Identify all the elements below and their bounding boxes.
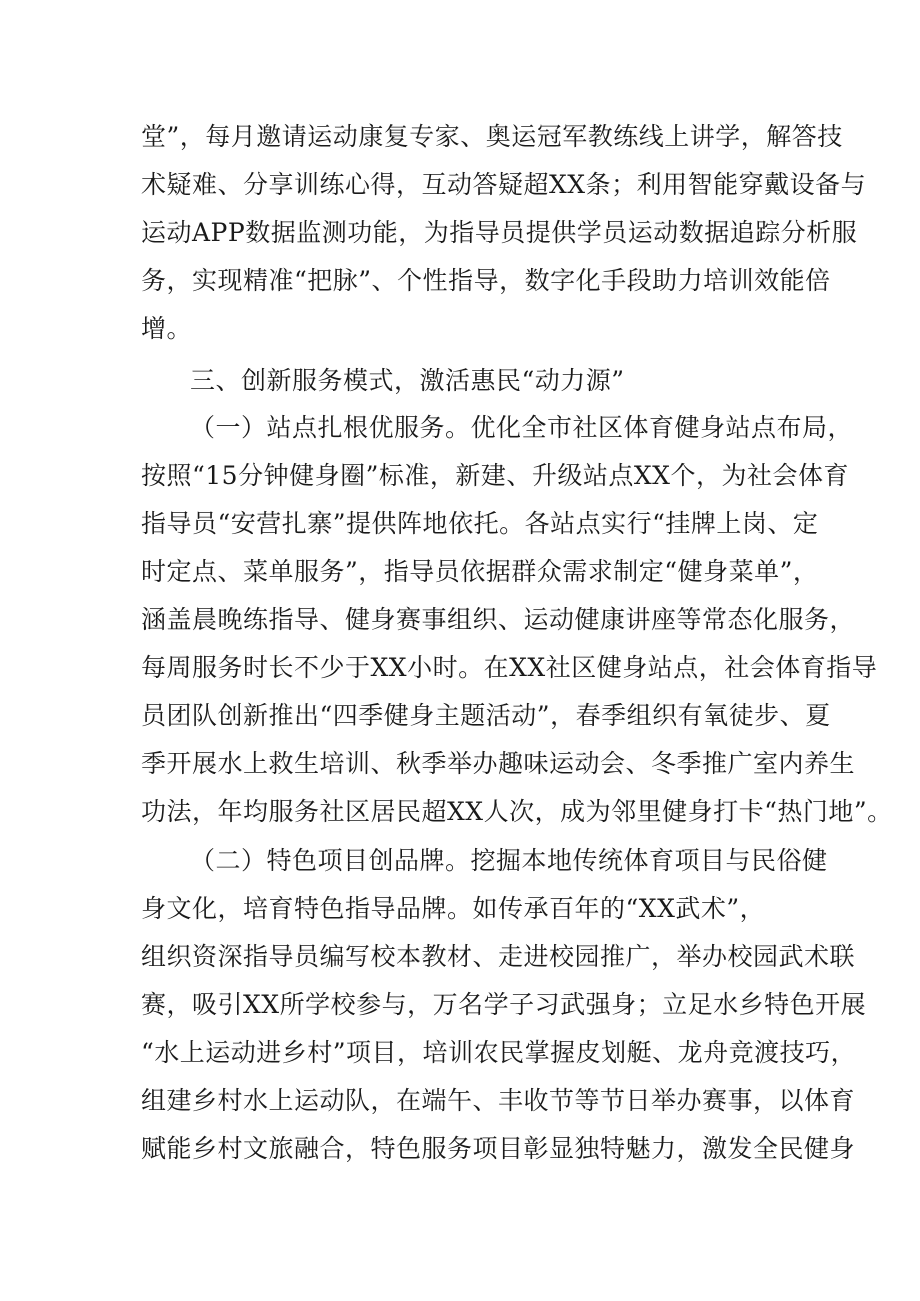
paragraph-line: 时定点、菜单服务”，指导员依据群众需求制定“健身菜单”，	[141, 557, 819, 586]
paragraph-line: 每周服务时长不少于XX小时。在XX社区健身站点，社会体育指导	[141, 653, 878, 682]
paragraph-line: 赋能乡村文旅融合，特色服务项目彰显独特魅力，激发全民健身	[141, 1134, 856, 1163]
section-heading: 三、创新服务模式，激活惠民“动力源”	[190, 366, 625, 395]
subsection-heading-line: （一）站点扎根优服务。优化全市社区体育健身站点布局，	[190, 413, 854, 442]
paragraph-line: 赛，吸引XX所学校参与，万名学子习武强身；立足水乡特色开展	[141, 990, 867, 1019]
paragraph-line: 按照“15分钟健身圈”标准，新建、升级站点XX个，为社会体育	[141, 461, 849, 490]
paragraph-line: 运动APP数据监测功能，为指导员提供学员运动数据追踪分析服	[141, 218, 858, 247]
paragraph-line: 组建乡村水上运动队，在端午、丰收节等节日举办赛事，以体育	[141, 1086, 856, 1115]
paragraph-line: 术疑难、分享训练心得，互动答疑超XX条；利用智能穿戴设备与	[141, 170, 867, 199]
paragraph-line: 堂”，每月邀请运动康复专家、奥运冠军教练线上讲学，解答技	[141, 122, 843, 151]
paragraph-line: 身文化，培育特色指导品牌。如传承百年的“XX武术”，	[141, 894, 766, 923]
paragraph-line: “水上运动进乡村”项目，培训农民掌握皮划艇、龙舟竞渡技巧，	[141, 1038, 857, 1067]
paragraph-line: 增。	[141, 314, 193, 343]
subsection-heading-line: （二）特色项目创品牌。挖掘本地传统体育项目与民俗健	[190, 846, 828, 875]
paragraph-line: 员团队创新推出“四季健身主题活动”，春季组织有氧徒步、夏	[141, 701, 831, 730]
paragraph-line: 指导员“安营扎寨”提供阵地依托。各站点实行“挂牌上岗、定	[141, 509, 819, 538]
paragraph-line: 季开展水上救生培训、秋季举办趣味运动会、冬季推广室内养生	[141, 749, 856, 778]
paragraph-line: 务，实现精准“把脉”、个性指导，数字化手段助力培训效能倍	[141, 266, 831, 295]
paragraph-line: 组织资深指导员编写校本教材、走进校园推广，举办校园武术联	[141, 942, 856, 971]
paragraph-line: 涵盖晨晚练指导、健身赛事组织、运动健康讲座等常态化服务，	[141, 605, 856, 634]
paragraph-line: 功法，年均服务社区居民超XX人次，成为邻里健身打卡“热门地”。	[141, 797, 893, 826]
